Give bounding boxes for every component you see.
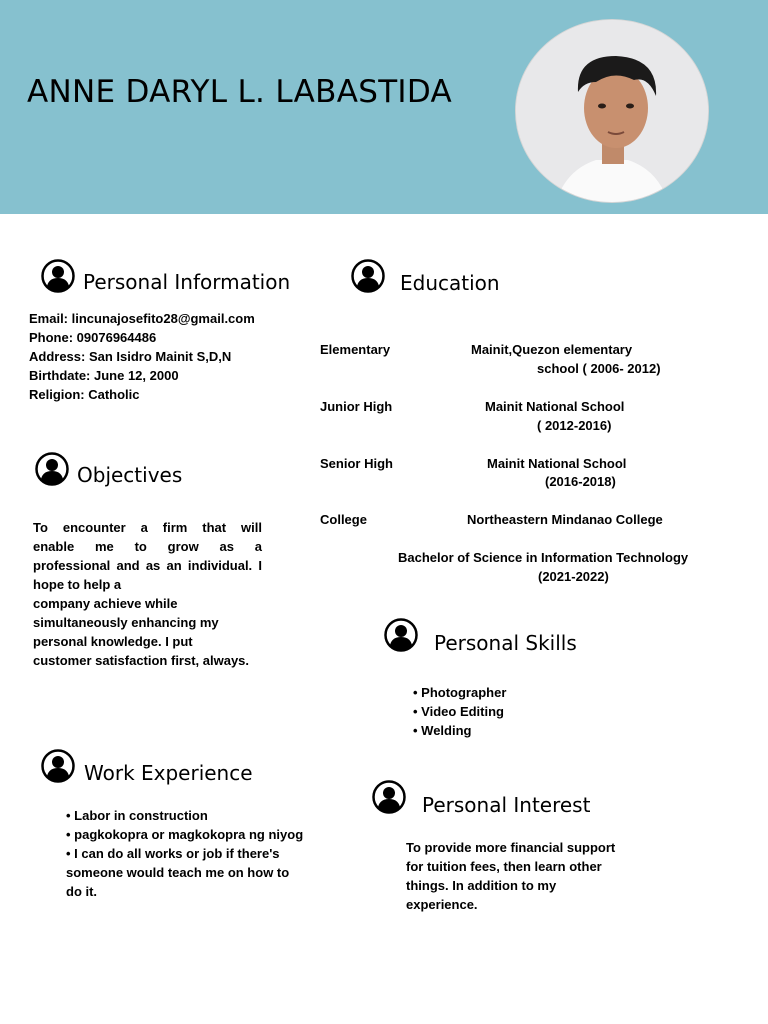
full-name: ANNE DARYL L. LABASTIDA (27, 74, 453, 110)
edu-college-course: Bachelor of Science in Information Technology (398, 550, 689, 565)
religion-text: Religion: Catholic (29, 387, 140, 402)
personal-info-title: Personal Information (83, 270, 291, 294)
edu-senior-label: Senior High (320, 456, 393, 471)
objectives-line-8: customer satisfaction first, always. (33, 653, 250, 668)
edu-junior-label: Junior High (320, 399, 393, 414)
birthdate-text: Birthdate: June 12, 2000 (29, 368, 179, 383)
work-experience-title: Work Experience (84, 761, 253, 785)
user-circle-icon (41, 749, 75, 783)
edu-college-school: Northeastern Mindanao College (467, 512, 663, 527)
address-text: Address: San Isidro Mainit S,D,N (29, 349, 232, 364)
objectives-line-4: hope to help a (33, 577, 122, 592)
work-experience-list (66, 806, 303, 901)
profile-photo (515, 19, 709, 203)
edu-elementary-school: Mainit,Quezon elementary (471, 342, 633, 357)
interest-line-1: To provide more financial support (406, 840, 616, 855)
user-circle-icon (384, 618, 418, 652)
work-item-3-end: do it. (66, 884, 98, 899)
phone-text: Phone: 09076964486 (29, 330, 157, 345)
edu-college-years: (2021-2022) (538, 569, 609, 584)
objectives-body (33, 518, 262, 670)
objectives-line-1: To encounter a firm that will (33, 520, 262, 535)
objectives-line-7: personal knowledge. I put (33, 634, 193, 649)
work-item-3: • I can do all works or job if there's (66, 846, 280, 861)
edu-junior-years: ( 2012-2016) (537, 418, 612, 433)
edu-senior-school: Mainit National School (487, 456, 627, 471)
skill-item: • Welding (413, 723, 472, 738)
edu-junior-school: Mainit National School (485, 399, 625, 414)
skill-item: • Video Editing (413, 704, 504, 719)
edu-elementary-label: Elementary (320, 342, 391, 357)
work-item-1: • Labor in construction (66, 808, 208, 823)
edu-elementary-years: school ( 2006- 2012) (537, 361, 661, 376)
interest-text (406, 838, 615, 914)
user-circle-icon (372, 780, 406, 814)
interest-title: Personal Interest (422, 793, 591, 817)
objectives-line-6: simultaneously enhancing my (33, 615, 219, 630)
personal-info-block (29, 309, 255, 404)
work-item-2: • pagkokopra or magkokopra ng niyog (66, 827, 304, 842)
user-circle-icon (41, 259, 75, 293)
interest-line-3: things. In addition to my (406, 878, 557, 893)
objectives-line-2: enable me to grow as a (33, 539, 262, 554)
user-circle-icon (35, 452, 69, 486)
objectives-line-3: professional and as an individual. I (33, 558, 262, 573)
edu-senior-years: (2016-2018) (545, 474, 616, 489)
objectives-title: Objectives (77, 463, 183, 487)
skill-item: • Photographer (413, 685, 507, 700)
skills-title: Personal Skills (434, 631, 577, 655)
skills-list (413, 683, 506, 740)
email-text: Email: lincunajosefito28@gmail.com (29, 311, 255, 326)
user-circle-icon (351, 259, 385, 293)
profile-photo-image (516, 20, 708, 202)
education-title: Education (400, 271, 500, 295)
interest-line-4: experience. (406, 897, 478, 912)
objectives-line-5: company achieve while (33, 596, 178, 611)
interest-line-2: for tuition fees, then learn other (406, 859, 602, 874)
edu-college-label: College (320, 512, 367, 527)
work-item-3-cont: someone would teach me on how to (66, 865, 290, 880)
